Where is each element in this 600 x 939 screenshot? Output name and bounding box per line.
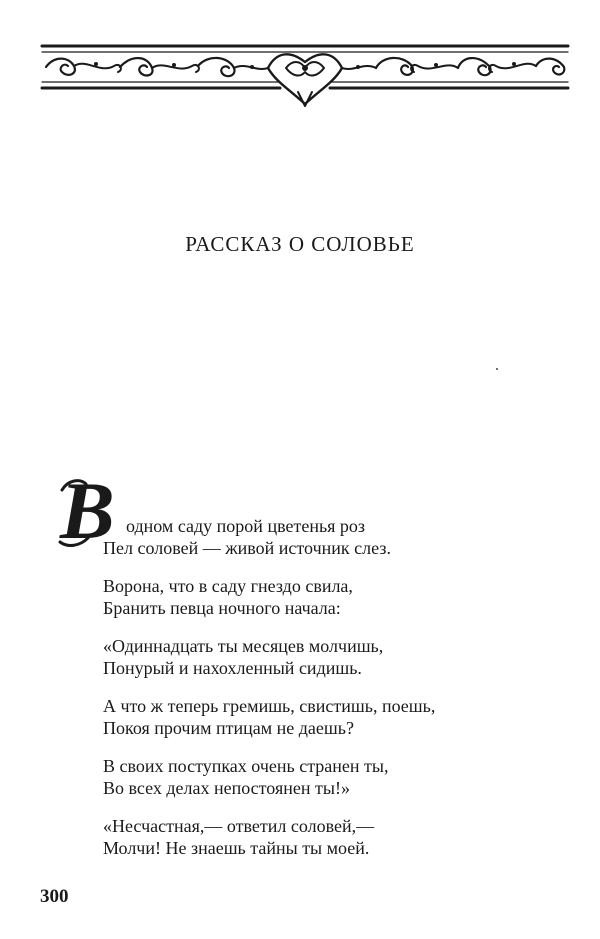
poem-line: «Одиннадцать ты месяцев молчишь,	[103, 636, 384, 656]
poem-line: А что ж теперь гремишь, свистишь, поешь,	[103, 696, 436, 716]
poem-line: В своих поступках очень странен ты,	[103, 756, 389, 776]
svg-text:В: В	[60, 472, 115, 550]
poem-line: Понурый и нахохленный сидишь.	[103, 658, 362, 678]
poem-line: Молчи! Не знаешь тайны ты моей.	[103, 838, 370, 858]
poem-line: Бранить певца ночного начала:	[103, 598, 341, 618]
poem-line: одном саду порой цветенья роз	[126, 516, 366, 536]
poem-title: РАССКАЗ О СОЛОВЬЕ	[185, 232, 415, 256]
poem-line: «Несчастная,— ответил соловей,—	[103, 816, 375, 836]
stanza	[103, 755, 563, 799]
stanza	[103, 635, 563, 679]
poem-line: Пел соловей — живой источник слез.	[103, 538, 391, 558]
poem-body	[103, 515, 563, 875]
stanza	[103, 515, 563, 559]
stanza	[103, 575, 563, 619]
poem-line: Во всех делах непостоянен ты!»	[103, 778, 350, 798]
stanza	[103, 815, 563, 859]
header-ornament-icon	[40, 42, 570, 110]
print-speck	[496, 368, 498, 370]
page-number: 300	[40, 886, 69, 907]
poem-line: Ворона, что в саду гнездо свила,	[103, 576, 353, 596]
poem-line: Покоя прочим птицам не даешь?	[103, 718, 354, 738]
stanza	[103, 695, 563, 739]
